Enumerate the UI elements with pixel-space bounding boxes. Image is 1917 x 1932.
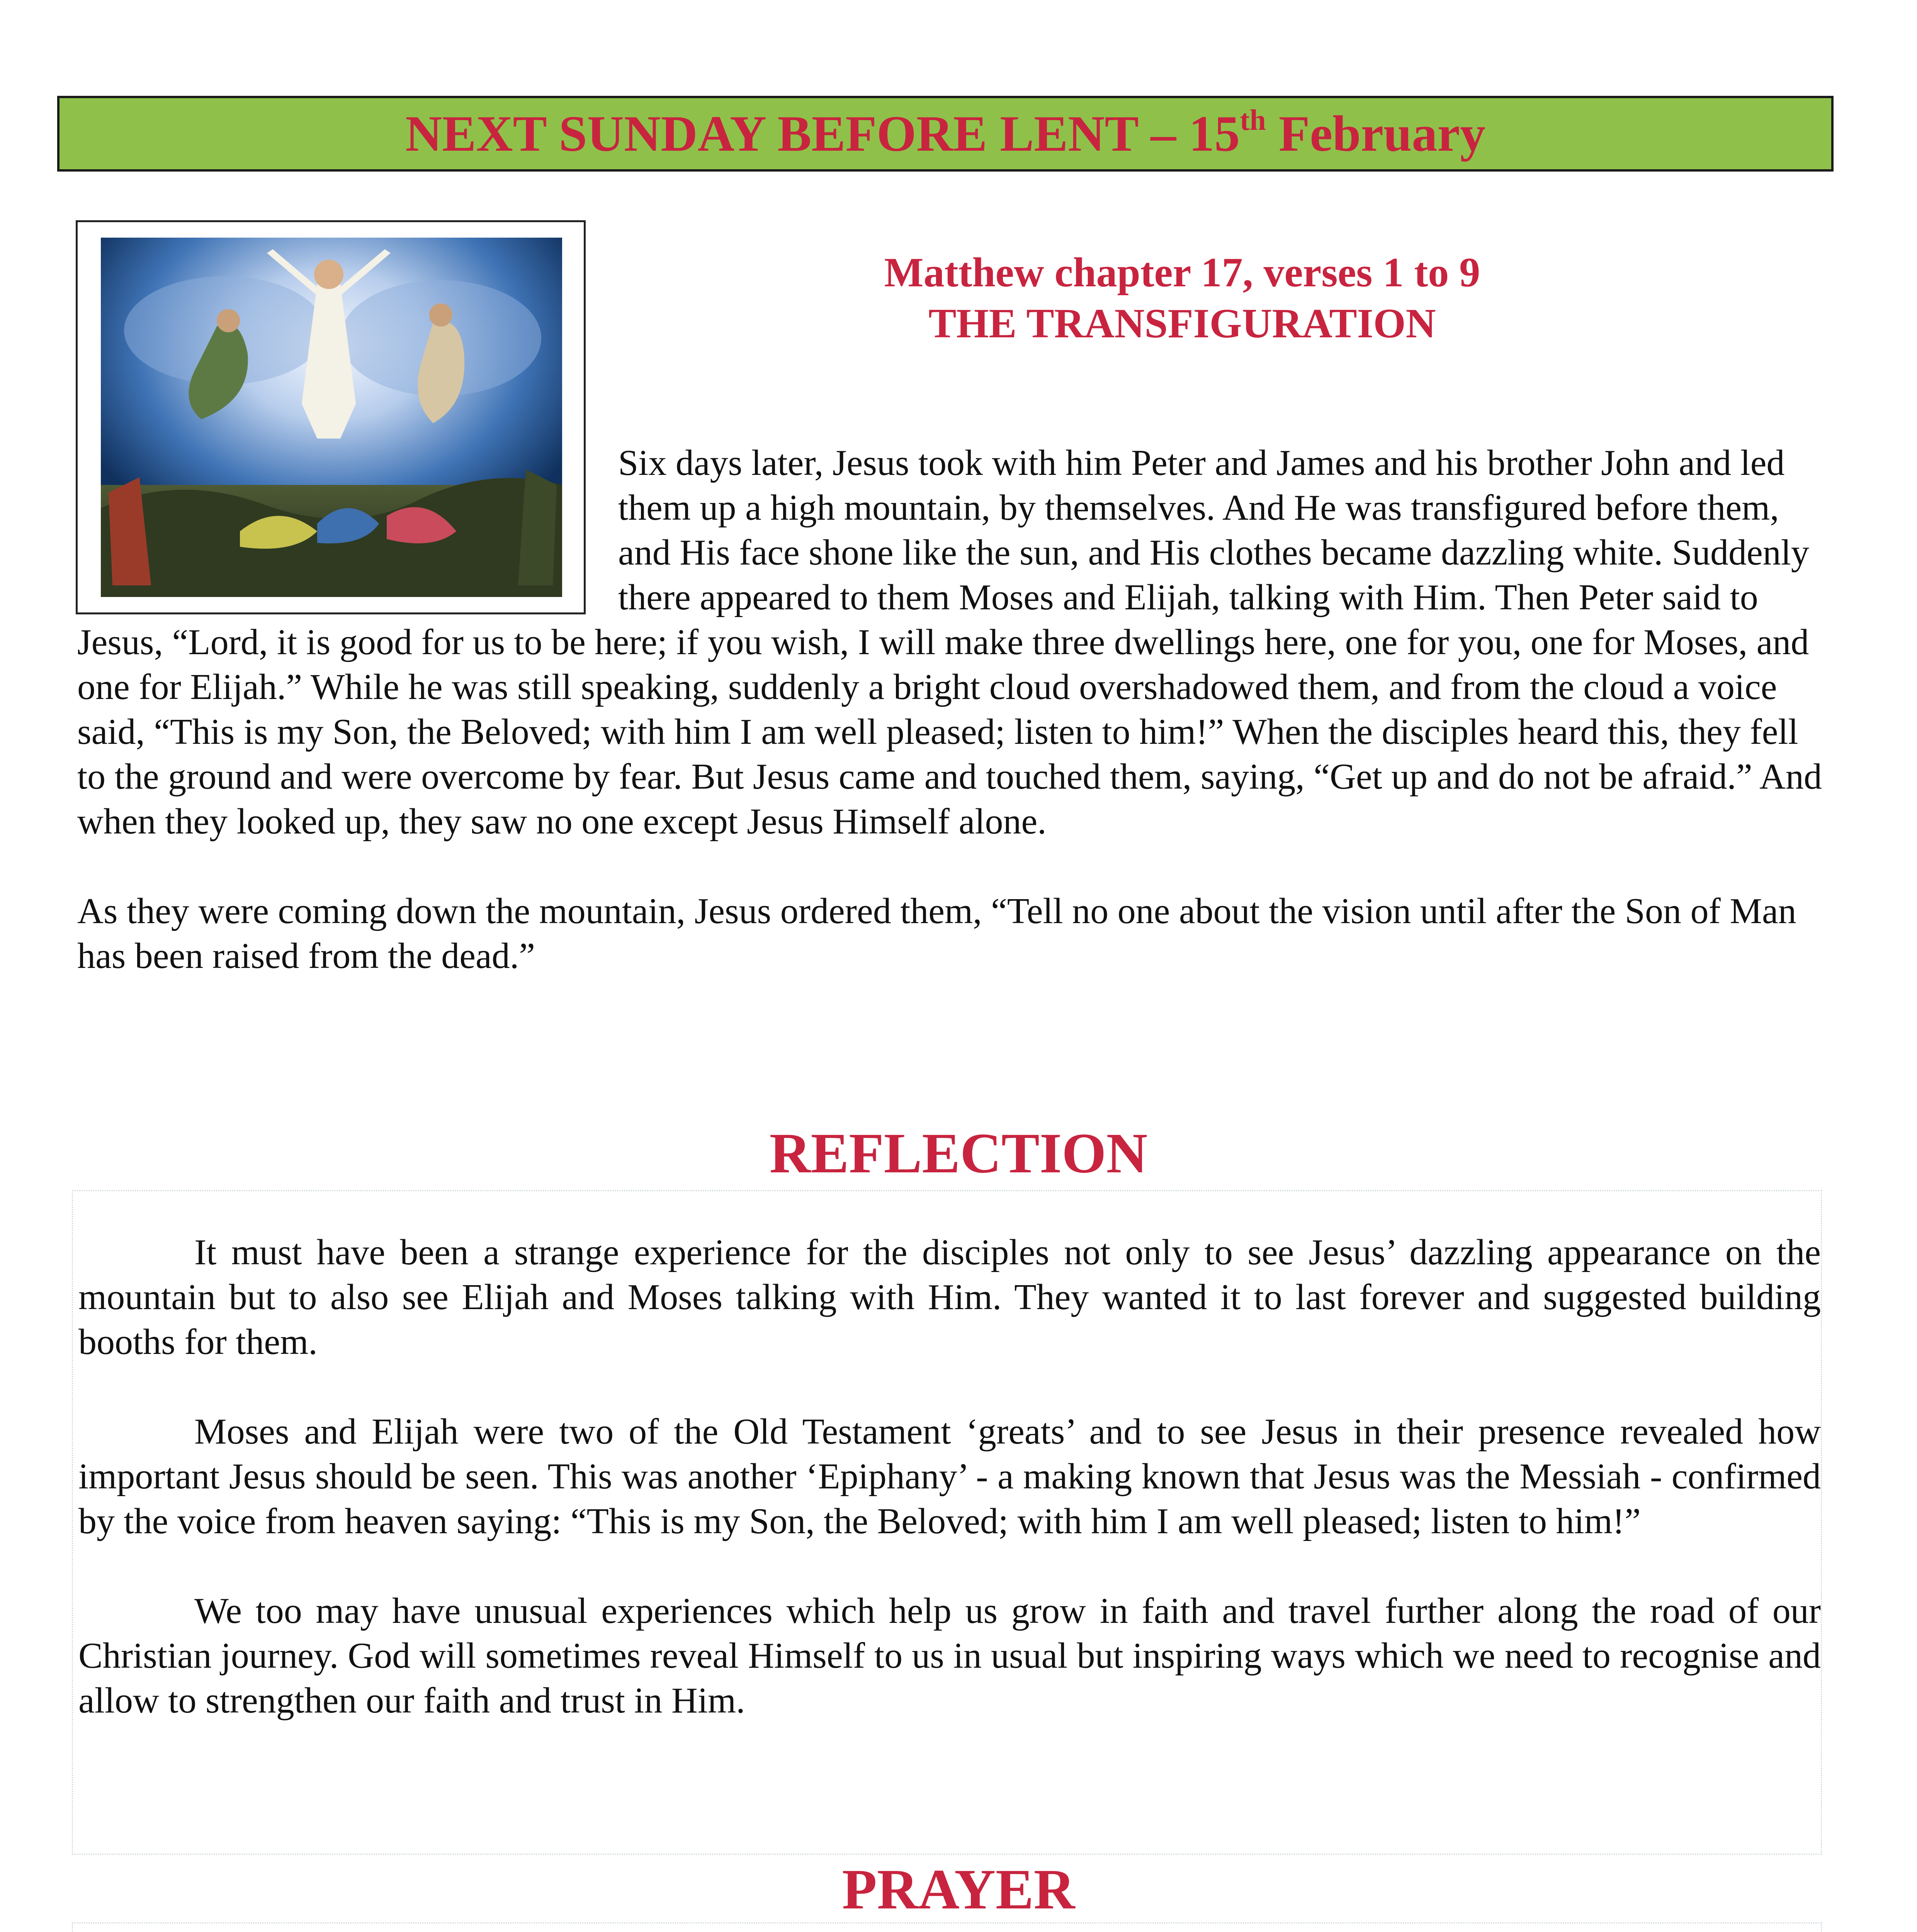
reflection-title: REFLECTION [769, 1122, 1148, 1185]
reflection-text [78, 1230, 1821, 1768]
banner-title: NEXT SUNDAY BEFORE LENT – 15th February [405, 104, 1485, 162]
reading-paragraph: Six days later, Jesus took with him Peter and James and his brother John and led them up a high mountain, by themselves. And He was transfigured before them, and His face shone like the sun, and His clothes became dazzling white. Suddenly there appeared to them Moses and Elijah, talking with Him. Then Peter said to Jesus, “Lord, it is good for us to be here; if you wish, I will make three dwellings here, one for you, one for Moses, and one for Elijah.” While he was still speaking, suddenly a bright cloud overshadowed them, and from the cloud a voice said, “This is my Son, the Beloved; with him I am well pleased; listen to him!” When the disciples heard this, they fell to the ground and were overcome by fear. But Jesus came and touched them, saying, “Get up and do not be afraid.” And when they looked up, they saw no one except Jesus Himself alone. [77, 443, 1822, 842]
reading-title: THE TRANSFIGURATION [928, 301, 1436, 347]
header-banner [57, 96, 1834, 172]
reflection-box [72, 1190, 1822, 1855]
reflection-paragraph: Moses and Elijah were two of the Old Testament ‘greats’ and to see Jesus in their presence revealed how important Jesus should be seen. This was another ‘Epiphany’ - a making known that Jesus was the Messiah - confirmed by the voice from heaven saying: “This is my Son, the Beloved; with him I am well pleased; listen to him!” [78, 1412, 1821, 1541]
reading-text [77, 440, 1824, 1023]
reflection-paragraph: It must have been a strange experience for the disciples not only to see Jesus’ dazzling appearance on the mountain but to also see Elijah and Moses talking with Him. They wanted it to last forever and suggested building booths for them. [78, 1232, 1821, 1362]
reflection-paragraph: We too may have unusual experiences which help us grow in faith and travel further along the road of our Christian journey. God will sometimes reveal Himself to us in usual but inspiring ways which we need to recognise and allow to strengthen our faith and trust in Him. [78, 1591, 1821, 1721]
prayer-title: PRAYER [842, 1858, 1075, 1921]
reading-paragraph: As they were coming down the mountain, Jesus ordered them, “Tell no one about the vision until after the Son of Man has been raised from the dead.” [77, 891, 1796, 976]
picture-wrap-spacer [77, 440, 618, 618]
reading-reference: Matthew chapter 17, verses 1 to 9 [884, 250, 1480, 296]
prayer-box [72, 1922, 1822, 1932]
reading-heading [618, 247, 1746, 349]
